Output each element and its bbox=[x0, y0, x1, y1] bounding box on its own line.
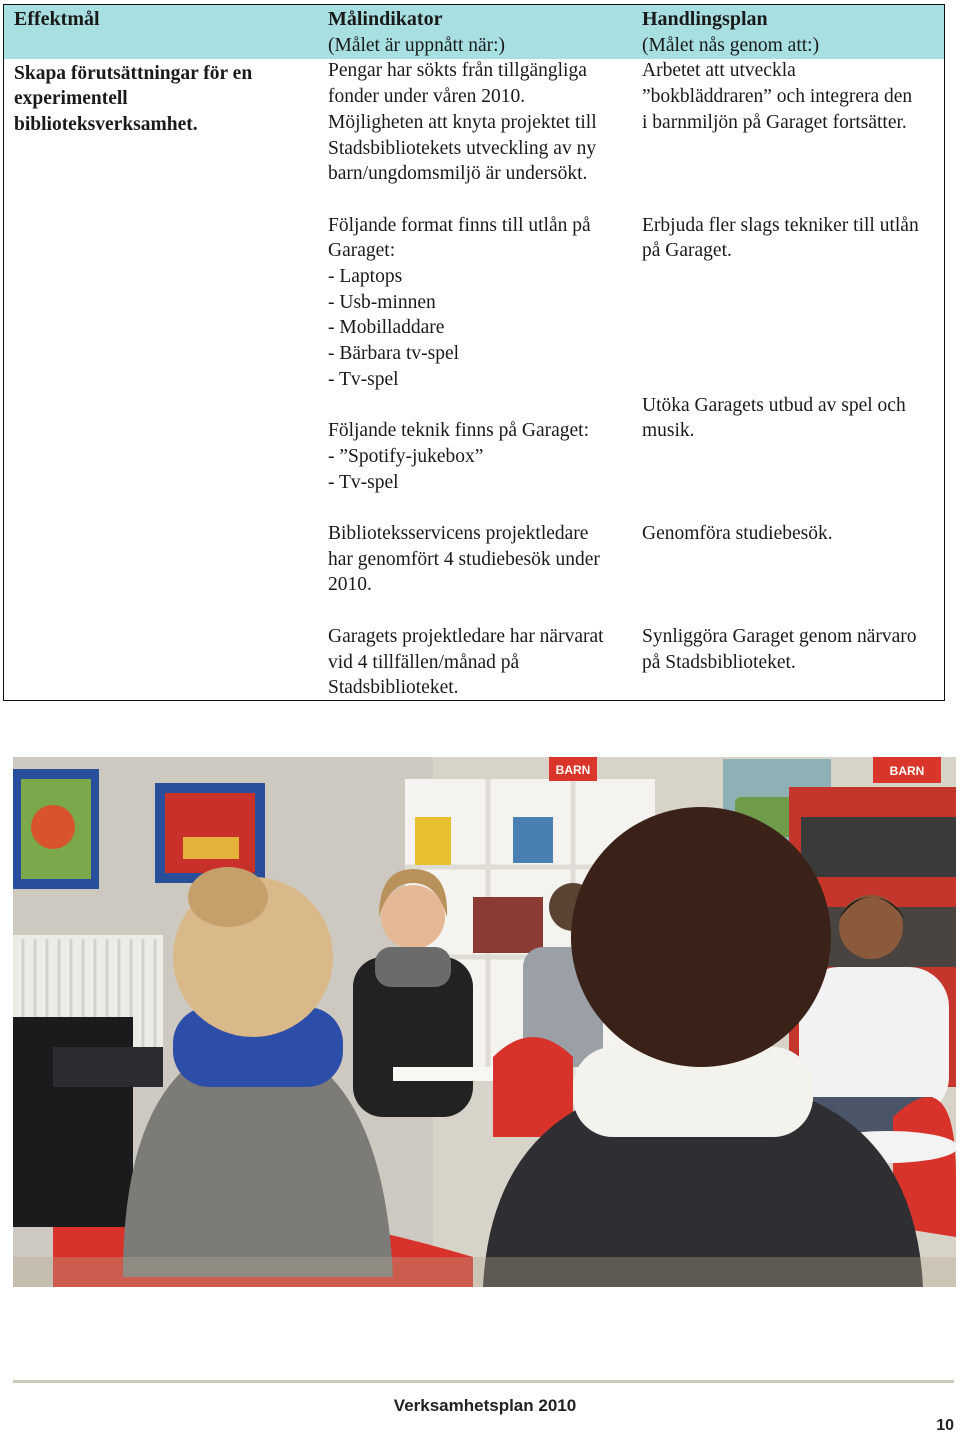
library-photo bbox=[13, 757, 956, 1287]
text-line: Arbetet att utveckla bbox=[642, 60, 796, 82]
text-line: - Tv-spel bbox=[328, 471, 399, 493]
text-line: Garagets projektledare har närvarat bbox=[328, 625, 604, 647]
text-line: Utöka Garagets utbud av spel och bbox=[642, 394, 906, 416]
indicator-block-4 bbox=[328, 521, 628, 598]
column-malindikator bbox=[328, 5, 628, 701]
text-line: barn/ungdomsmiljö är undersökt. bbox=[328, 163, 588, 185]
books-row bbox=[801, 817, 956, 877]
picture-detail bbox=[183, 837, 239, 859]
person-dark-hair bbox=[571, 807, 831, 1067]
text-line: - Usb-minnen bbox=[328, 291, 436, 313]
barn-sign-text: BARN bbox=[555, 763, 591, 777]
text-line: - Tv-spel bbox=[328, 368, 399, 390]
text-line: ”bokbläddraren” och integrera den bbox=[642, 86, 913, 108]
woman-head bbox=[381, 885, 445, 949]
text-line: på Garaget. bbox=[642, 240, 732, 262]
books bbox=[473, 897, 543, 953]
column-handlingsplan bbox=[642, 5, 942, 675]
goal-line: biblioteksverksamhet. bbox=[14, 114, 198, 136]
column-heading-malindikator: Målindikator bbox=[328, 8, 443, 30]
column-heading-effektmal: Effektmål bbox=[14, 8, 100, 30]
action-block-4 bbox=[642, 521, 942, 547]
text-line: Genomföra studiebesök. bbox=[642, 523, 833, 545]
page-number: 10 bbox=[936, 1417, 954, 1434]
book bbox=[415, 817, 451, 865]
text-line: Erbjuda fler slags tekniker till utlån bbox=[642, 214, 919, 236]
books bbox=[513, 817, 553, 863]
library-photo-illustration bbox=[13, 757, 956, 1287]
goal-line: Skapa förutsättningar för en bbox=[14, 62, 253, 84]
plan-table bbox=[3, 4, 945, 701]
footer-rule bbox=[13, 1380, 954, 1383]
action-block-1 bbox=[642, 58, 942, 135]
woman-scarf bbox=[375, 947, 451, 987]
notepad bbox=[393, 1067, 503, 1081]
text-line: - Bärbara tv-spel bbox=[328, 343, 460, 365]
boy-sweater bbox=[799, 967, 949, 1117]
picture-figure bbox=[31, 805, 75, 849]
text-line: vid 4 tillfällen/månad på bbox=[328, 651, 520, 673]
text-line: Pengar har sökts från tillgängliga bbox=[328, 60, 587, 82]
floor bbox=[13, 1257, 956, 1287]
action-block-5 bbox=[642, 624, 942, 675]
girl-hair-bun bbox=[188, 867, 268, 927]
text-line: på Stadsbiblioteket. bbox=[642, 651, 796, 673]
text-line: Stadsbibliotekets utveckling av ny bbox=[328, 137, 597, 159]
text-line: i barnmiljön på Garaget fortsätter. bbox=[642, 111, 907, 133]
barn-sign-text: BARN bbox=[889, 764, 925, 778]
text-line: fonder under våren 2010. bbox=[328, 86, 526, 108]
text-line: Stadsbiblioteket. bbox=[328, 677, 459, 699]
column-subheading-malindikator: (Målet är uppnått när:) bbox=[328, 34, 506, 56]
action-block-3 bbox=[642, 393, 942, 444]
indicator-block-1 bbox=[328, 58, 628, 187]
indicator-block-2 bbox=[328, 213, 628, 393]
action-block-2 bbox=[642, 213, 942, 264]
text-line: 2010. bbox=[328, 574, 372, 596]
text-line: musik. bbox=[642, 420, 695, 442]
picture bbox=[165, 793, 255, 873]
goal-text bbox=[14, 61, 314, 138]
text-line: Följande format finns till utlån på bbox=[328, 214, 591, 236]
text-line: - Laptops bbox=[328, 266, 403, 288]
footer-title: Verksamhetsplan 2010 bbox=[393, 1396, 577, 1415]
text-line: - Mobilladdare bbox=[328, 317, 445, 339]
goal-line: experimentell bbox=[14, 88, 128, 110]
text-line: Synliggöra Garaget genom närvaro bbox=[642, 625, 917, 647]
column-heading-handlingsplan: Handlingsplan bbox=[642, 8, 768, 30]
text-line: - ”Spotify-jukebox” bbox=[328, 445, 484, 467]
text-line: Garaget: bbox=[328, 240, 396, 262]
text-line: Möjligheten att knyta projektet till bbox=[328, 111, 597, 133]
column-subheading-handlingsplan: (Målet nås genom att:) bbox=[642, 34, 820, 56]
text-line: Följande teknik finns på Garaget: bbox=[328, 420, 590, 442]
column-effektmal bbox=[14, 5, 314, 138]
indicator-block-3 bbox=[328, 418, 628, 495]
text-line: Biblioteksservicens projektledare bbox=[328, 523, 589, 545]
laptop bbox=[53, 1047, 163, 1087]
indicator-block-5 bbox=[328, 624, 628, 701]
text-line: har genomfört 4 studiebesök under bbox=[328, 548, 600, 570]
